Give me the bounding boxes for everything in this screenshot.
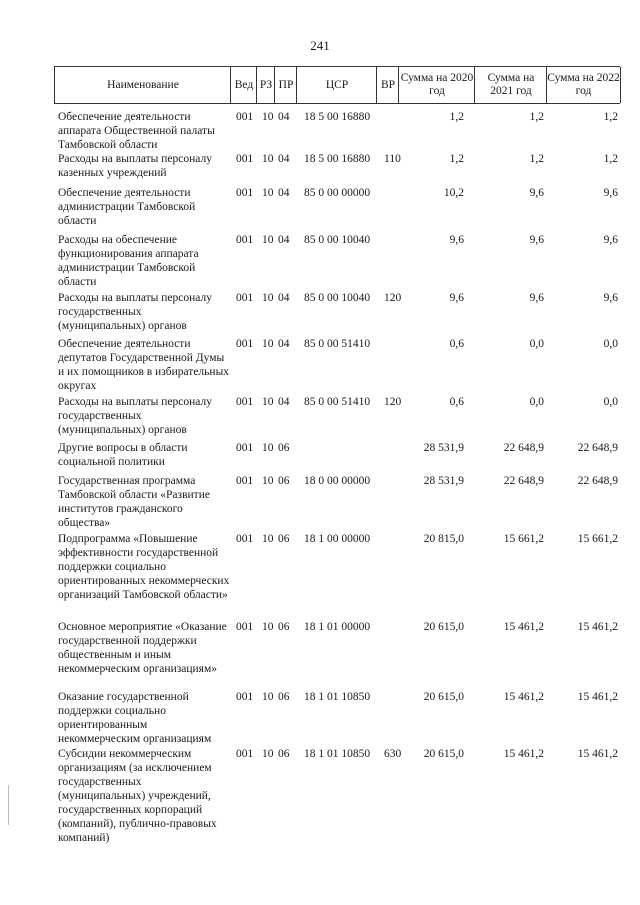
header-rz: РЗ [256, 67, 275, 103]
row-sum-2021: 1,2 [529, 111, 544, 123]
row-csr: 85 0 00 51410 [304, 338, 371, 350]
row-rz: 10 [262, 111, 274, 123]
row-pr: 06 [278, 621, 290, 633]
row-rz: 10 [262, 187, 274, 199]
row-sum-2020: 20 815,0 [423, 533, 464, 545]
header-sum-2022: Сумма на 2022 год [546, 67, 621, 103]
row-sum-2022: 15 461,2 [577, 691, 618, 703]
row-sum-2020: 9,6 [449, 234, 464, 246]
row-sum-2020: 0,6 [449, 338, 464, 350]
row-sum-2022: 15 661,2 [577, 533, 618, 545]
row-ved: 001 [236, 234, 254, 246]
row-pr: 04 [278, 234, 290, 246]
row-name: Другие вопросы в области социальной политики [58, 442, 188, 468]
row-sum-2021: 0,0 [529, 396, 544, 408]
row-sum-2020: 28 531,9 [423, 442, 464, 454]
row-rz: 10 [262, 338, 274, 350]
row-ved: 001 [236, 338, 254, 350]
row-sum-2020: 1,2 [449, 111, 464, 123]
row-pr: 04 [278, 187, 290, 199]
row-sum-2022: 0,0 [603, 338, 618, 350]
row-csr: 85 0 00 10040 [304, 292, 371, 304]
row-sum-2021: 15 461,2 [503, 748, 544, 760]
row-pr: 06 [278, 691, 290, 703]
row-vr: 120 [384, 292, 402, 304]
row-name: Расходы на выплаты персоналу казенных учреждений [58, 153, 212, 179]
row-rz: 10 [262, 292, 274, 304]
row-sum-2022: 0,0 [603, 396, 618, 408]
row-sum-2020: 0,6 [449, 396, 464, 408]
row-pr: 04 [278, 111, 290, 123]
row-vr: 120 [384, 396, 402, 408]
row-csr: 18 1 01 10850 [304, 691, 371, 703]
row-sum-2022: 9,6 [603, 187, 618, 199]
row-csr: 18 0 00 00000 [304, 475, 371, 487]
header-ved: Вед [230, 67, 257, 103]
row-rz: 10 [262, 621, 274, 633]
row-pr: 06 [278, 533, 290, 545]
row-name: Основное мероприятие «Оказание государственной поддержки общественным и иным некоммерческим организациям» [58, 621, 227, 675]
row-vr: 630 [384, 748, 402, 760]
row-name: Подпрограмма «Повышение эффективности государственной поддержки социально ориентированных некоммерческих организаций Тамбовской области» [58, 533, 230, 601]
row-pr: 06 [278, 475, 290, 487]
row-sum-2020: 1,2 [449, 153, 464, 165]
row-ved: 001 [236, 691, 254, 703]
row-sum-2020: 10,2 [443, 187, 464, 199]
row-sum-2021: 15 461,2 [503, 691, 544, 703]
row-pr: 06 [278, 748, 290, 760]
row-rz: 10 [262, 396, 274, 408]
row-name: Оказание государственной поддержки социально ориентированным некоммерческим организациям [58, 691, 212, 745]
row-sum-2020: 28 531,9 [423, 475, 464, 487]
table-header [54, 66, 620, 104]
row-ved: 001 [236, 442, 254, 454]
margin-mark [8, 785, 9, 825]
row-sum-2020: 20 615,0 [423, 621, 464, 633]
row-name: Обеспечение деятельности администрации Тамбовской области [58, 187, 196, 227]
row-csr: 18 1 00 00000 [304, 533, 371, 545]
page-number: 241 [310, 38, 330, 53]
row-sum-2022: 15 461,2 [577, 748, 618, 760]
row-sum-2022: 1,2 [603, 111, 618, 123]
row-sum-2020: 9,6 [449, 292, 464, 304]
row-csr: 85 0 00 00000 [304, 187, 371, 199]
row-name: Обеспечение деятельности депутатов Государственной Думы и их помощников в избирательных округах [58, 338, 230, 392]
row-ved: 001 [236, 111, 254, 123]
row-ved: 001 [236, 475, 254, 487]
row-sum-2021: 9,6 [529, 292, 544, 304]
row-sum-2021: 22 648,9 [503, 442, 544, 454]
row-rz: 10 [262, 234, 274, 246]
row-name: Расходы на выплаты персоналу государственных (муниципальных) органов [58, 292, 212, 332]
row-name: Государственная программа Тамбовской области «Развитие институтов гражданского общества» [58, 475, 210, 529]
row-csr: 18 1 01 00000 [304, 621, 371, 633]
row-name: Субсидии некоммерческим организациям (за исключением государственных (муниципальных) учреждений, государственных корпораций (компаний), публично-правовых компаний) [58, 748, 217, 844]
row-csr: 85 0 00 10040 [304, 234, 371, 246]
row-rz: 10 [262, 748, 274, 760]
row-pr: 04 [278, 396, 290, 408]
row-sum-2022: 15 461,2 [577, 621, 618, 633]
header-name: Наименование [54, 67, 231, 103]
row-ved: 001 [236, 292, 254, 304]
row-sum-2022: 22 648,9 [577, 475, 618, 487]
row-sum-2022: 9,6 [603, 292, 618, 304]
row-rz: 10 [262, 442, 274, 454]
row-rz: 10 [262, 153, 274, 165]
header-pr: ПР [274, 67, 297, 103]
row-sum-2021: 0,0 [529, 338, 544, 350]
row-csr: 18 5 00 16880 [304, 111, 371, 123]
row-name: Расходы на выплаты персоналу государственных (муниципальных) органов [58, 396, 212, 436]
row-sum-2020: 20 615,0 [423, 691, 464, 703]
row-sum-2022: 9,6 [603, 234, 618, 246]
row-name: Расходы на обеспечение функционирования аппарата администрации Тамбовской области [58, 234, 199, 288]
row-ved: 001 [236, 621, 254, 633]
row-pr: 04 [278, 153, 290, 165]
header-vr: ВР [376, 67, 399, 103]
row-pr: 04 [278, 338, 290, 350]
row-pr: 04 [278, 292, 290, 304]
row-sum-2022: 1,2 [603, 153, 618, 165]
row-sum-2021: 15 661,2 [503, 533, 544, 545]
row-csr: 85 0 00 51410 [304, 396, 371, 408]
row-rz: 10 [262, 533, 274, 545]
header-sum-2021: Сумма на 2021 год [474, 67, 547, 103]
row-sum-2021: 9,6 [529, 234, 544, 246]
row-sum-2021: 1,2 [529, 153, 544, 165]
row-csr: 18 5 00 16880 [304, 153, 371, 165]
row-sum-2021: 15 461,2 [503, 621, 544, 633]
row-sum-2022: 22 648,9 [577, 442, 618, 454]
row-vr: 110 [384, 153, 401, 165]
row-csr: 18 1 01 10850 [304, 748, 371, 760]
row-sum-2021: 22 648,9 [503, 475, 544, 487]
row-name: Обеспечение деятельности аппарата Общественной палаты Тамбовской области [58, 111, 215, 151]
row-pr: 06 [278, 442, 290, 454]
row-rz: 10 [262, 475, 274, 487]
header-csr: ЦСР [296, 67, 377, 103]
row-rz: 10 [262, 691, 274, 703]
row-ved: 001 [236, 396, 254, 408]
row-ved: 001 [236, 187, 254, 199]
row-sum-2020: 20 615,0 [423, 748, 464, 760]
header-sum-2020: Сумма на 2020 год [398, 67, 475, 103]
row-sum-2021: 9,6 [529, 187, 544, 199]
row-ved: 001 [236, 153, 254, 165]
row-ved: 001 [236, 748, 254, 760]
row-ved: 001 [236, 533, 254, 545]
